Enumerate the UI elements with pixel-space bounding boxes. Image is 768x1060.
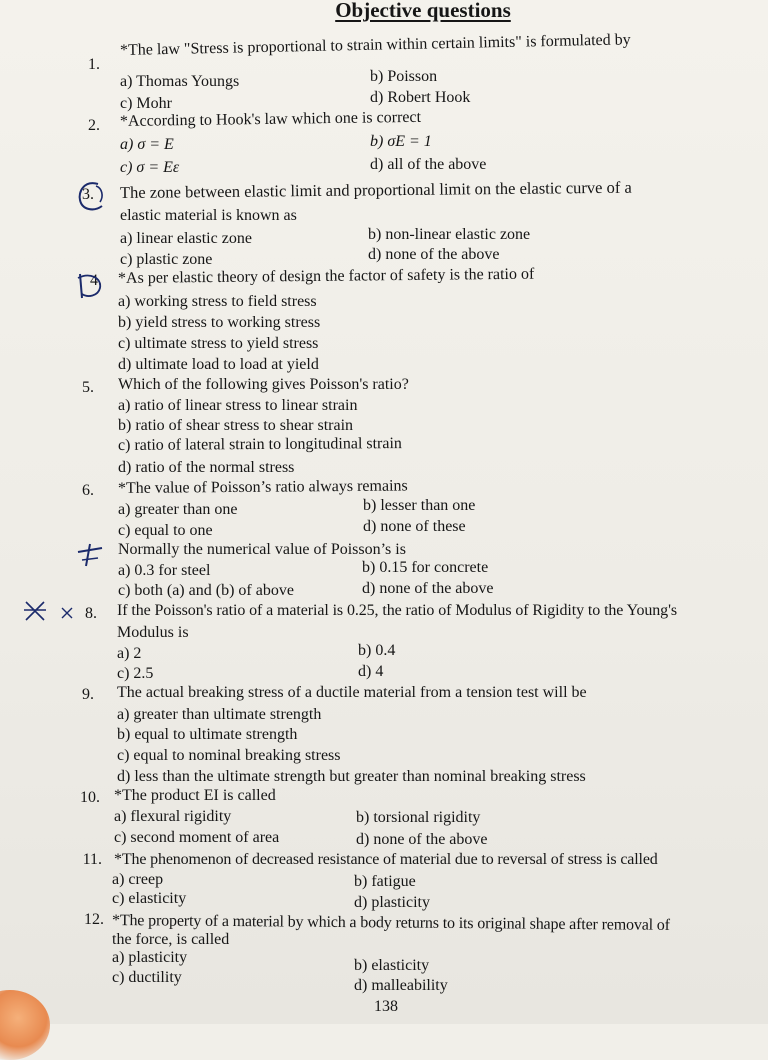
option-d: d) none of these	[363, 518, 466, 535]
option-a: a) 2	[117, 645, 142, 662]
option-d: d) 4	[358, 663, 384, 680]
option-c: c) equal to nominal breaking stress	[117, 747, 341, 764]
option-d: d) none of the above	[368, 246, 500, 263]
option-d: d) ratio of the normal stress	[118, 459, 295, 476]
option-a: a) Thomas Youngs	[120, 73, 240, 90]
question-text: *The phenomenon of decreased resistance of material due to reversal of stress is called	[114, 851, 658, 868]
option-c: c) elasticity	[112, 890, 187, 907]
question-number: 11.	[82, 851, 102, 868]
question-text: *The value of Poisson’s ratio always remains	[117, 477, 408, 497]
option-a: a) linear elastic zone	[120, 230, 252, 247]
option-d: d) ultimate load to load at yield	[118, 356, 319, 373]
question-text: *As per elastic theory of design the factor of safety is the ratio of	[117, 265, 535, 287]
question-text: Which of the following gives Poisson's ratio?	[118, 376, 409, 393]
option-c: c) equal to one	[118, 522, 213, 539]
question-number: 12.	[84, 911, 104, 928]
page-title: Objective questions	[335, 0, 511, 22]
check-mark-icon	[74, 540, 108, 570]
option-c: c) ultimate stress to yield stress	[118, 335, 319, 352]
option-a: a) creep	[112, 871, 164, 888]
option-c: c) σ = Eε	[120, 159, 180, 176]
option-b: b) σE = 1	[370, 133, 432, 150]
option-b: b) elasticity	[354, 957, 430, 974]
question-text: *According to Hook's law which one is correct	[119, 108, 422, 130]
circle-annotation-icon	[74, 178, 110, 216]
question-number: 2.	[88, 117, 100, 134]
question-number: 10.	[80, 789, 100, 806]
question-text: The actual breaking stress of a ductile material from a tension test will be	[117, 684, 587, 701]
option-d: d) all of the above	[370, 156, 487, 173]
question-number: 4.	[90, 272, 102, 289]
cross-mark-icon	[22, 598, 82, 626]
question-number: 1.	[88, 56, 100, 73]
option-b: b) yield stress to working stress	[118, 314, 321, 331]
option-a: a) 0.3 for steel	[118, 562, 211, 579]
option-d: d) plasticity	[354, 894, 430, 911]
option-d: d) none of the above	[362, 580, 494, 597]
option-c: c) ratio of lateral strain to longitudinal strain	[117, 435, 402, 454]
option-a: a) plasticity	[112, 949, 188, 966]
option-b: b) ratio of shear stress to shear strain	[118, 417, 354, 434]
circle-annotation-icon	[72, 270, 108, 304]
option-c: c) 2.5	[117, 665, 154, 682]
question-number: 8.	[85, 605, 97, 622]
option-d: d) malleability	[354, 977, 448, 994]
option-a: a) ratio of linear stress to linear strain	[118, 397, 358, 414]
option-b: b) Poisson	[370, 68, 438, 85]
question-number: 5.	[82, 379, 94, 396]
option-b: b) 0.15 for concrete	[362, 559, 489, 576]
question-text: The zone between elastic limit and proportional limit on the elastic curve of a	[119, 177, 632, 202]
question-text-continued: the force, is called	[112, 931, 230, 948]
option-d: d) less than the ultimate strength but greater than nominal breaking stress	[117, 768, 586, 785]
question-number: 9.	[82, 686, 94, 703]
option-c: c) both (a) and (b) of above	[118, 582, 294, 599]
option-a: a) σ = E	[120, 136, 174, 153]
option-c: c) Mohr	[120, 95, 172, 112]
option-c: c) second moment of area	[114, 829, 280, 846]
question-number: 3.	[82, 186, 94, 203]
option-d: d) none of the above	[356, 831, 488, 848]
option-c: c) ductility	[112, 969, 182, 986]
option-a: a) working stress to field stress	[118, 293, 317, 310]
question-text-continued: elastic material is known as	[120, 207, 297, 224]
option-a: a) greater than one	[118, 501, 238, 518]
option-b: b) torsional rigidity	[356, 809, 481, 826]
question-text-continued: Modulus is	[117, 624, 189, 641]
question-text: If the Poisson's ratio of a material is 0.25, the ratio of Modulus of Rigidity to the Young's	[117, 602, 677, 619]
option-d: d) Robert Hook	[370, 89, 471, 106]
option-b: b) fatigue	[354, 873, 416, 890]
option-b: b) 0.4	[358, 642, 396, 659]
page-number: 138	[374, 998, 398, 1015]
option-b: b) lesser than one	[363, 497, 476, 514]
question-text: Normally the numerical value of Poisson’s is	[118, 541, 406, 558]
question-text: *The product EI is called	[114, 787, 276, 804]
question-text: *The property of a material by which a body returns to its original shape after removal of	[111, 912, 670, 934]
option-a: a) greater than ultimate strength	[117, 706, 322, 723]
option-b: b) non-linear elastic zone	[368, 226, 531, 243]
question-text: *The law "Stress is proportional to strain within certain limits" is formulated by	[119, 31, 631, 59]
question-number: 6.	[82, 482, 94, 499]
option-b: b) equal to ultimate strength	[117, 726, 298, 743]
option-c: c) plastic zone	[120, 251, 213, 268]
option-a: a) flexural rigidity	[114, 808, 232, 825]
